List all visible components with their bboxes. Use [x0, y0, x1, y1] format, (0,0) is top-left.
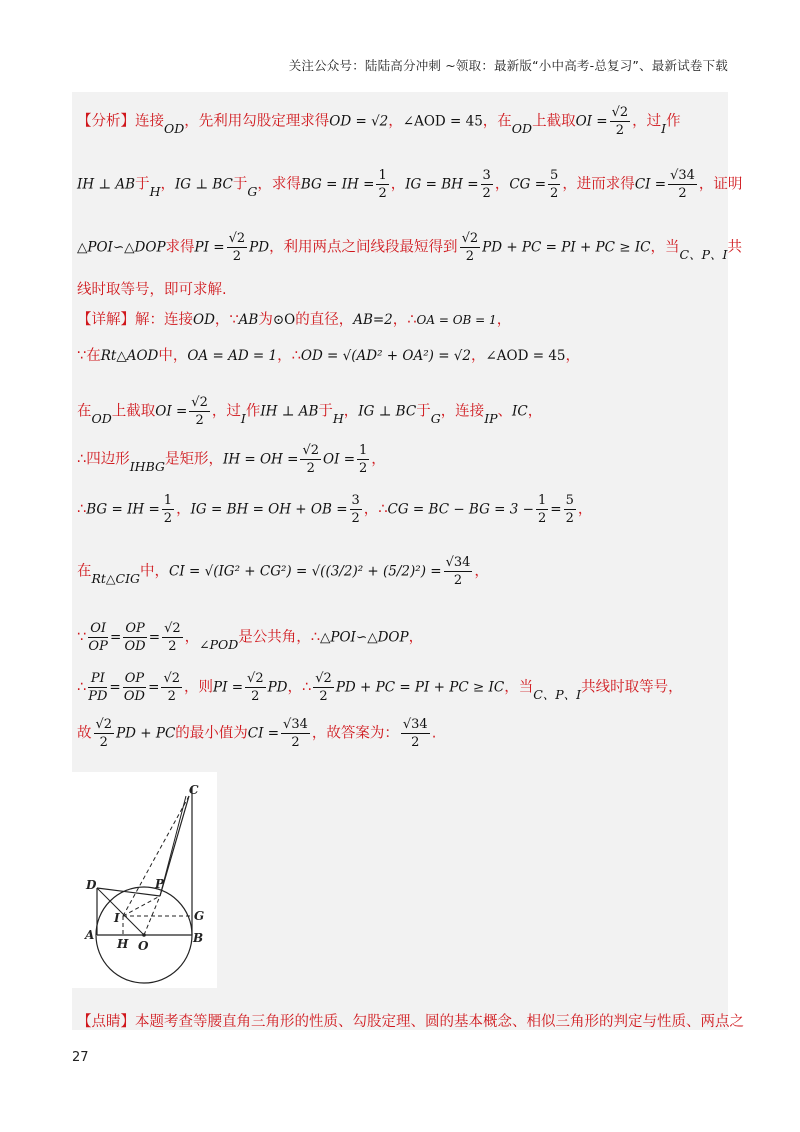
text: 作 — [666, 113, 681, 130]
text: . — [431, 725, 437, 742]
fraction: $\frac{√2}{2}$ — [191, 395, 208, 428]
comment-line — [77, 1010, 744, 1031]
text: ， — [184, 629, 200, 646]
text: 于 — [232, 176, 248, 193]
math: Rt△AOD — [100, 348, 159, 364]
math: G — [430, 410, 441, 426]
geometry-figure — [72, 772, 217, 988]
math: OI = — [575, 113, 608, 130]
math: I — [661, 120, 667, 136]
text: ，利用两点之间线段最短得到 — [269, 239, 458, 256]
text: ，故答案为： — [311, 725, 399, 742]
analysis-line-1 — [77, 104, 681, 139]
label-d: D — [86, 878, 97, 892]
math: PI = — [213, 679, 244, 696]
text: 是矩形， — [164, 451, 223, 468]
label-p: P — [155, 877, 165, 891]
text: 于 — [135, 176, 150, 193]
fraction: $\frac{1}{2}$ — [378, 168, 387, 201]
label-h: H — [117, 937, 129, 951]
text: 在 — [77, 403, 92, 420]
text: 的最小值为 — [175, 725, 248, 742]
text: ，∴ — [287, 679, 312, 696]
fraction: $\frac{√2}{2}$ — [302, 443, 319, 476]
analysis-tag: 【分析】 — [77, 113, 135, 130]
detail-line-6 — [77, 554, 489, 589]
text: ，在 — [482, 113, 512, 130]
segment-do — [97, 888, 144, 935]
segment-ip — [123, 896, 160, 916]
text: 上截取 — [111, 403, 156, 420]
text: ，先利用勾股定理求得 — [184, 113, 330, 130]
text: ， — [371, 451, 386, 468]
text: ，过 — [211, 403, 241, 420]
math: = — [110, 629, 122, 646]
math: = — [550, 501, 562, 518]
label-b: B — [193, 931, 204, 945]
text: ，∴ — [392, 312, 417, 328]
text: ， — [577, 501, 593, 518]
text: ，连接 — [440, 403, 485, 420]
label-a: A — [85, 928, 95, 942]
fraction: $\frac{√2}{2}$ — [164, 621, 181, 654]
math: I — [240, 410, 246, 426]
page-header: 关注公众号：陆陆高分冲刺 ~领取：最新版“小中高考-总复习”、最新试卷下载 — [288, 58, 728, 73]
fraction: $\frac{PI}{PD}$ — [88, 671, 108, 704]
math: AB — [238, 312, 259, 328]
text: 解：连接 — [135, 312, 193, 328]
fraction: $\frac{5}{2}$ — [550, 168, 559, 201]
text: ， — [343, 403, 359, 420]
math: OD — [164, 120, 185, 136]
fraction: $\frac{OP}{OD}$ — [123, 671, 145, 704]
math: IP — [484, 410, 498, 426]
math: CI = — [634, 176, 667, 193]
text: ， — [408, 629, 424, 646]
text: 在 — [77, 563, 92, 580]
math: = — [109, 679, 121, 696]
fraction: $\frac{OP}{OD}$ — [124, 621, 146, 654]
math: OI = — [155, 403, 188, 420]
math: △POI∽△DOP — [320, 629, 409, 646]
fraction: $\frac{√34}{2}$ — [402, 717, 428, 750]
text: ， — [390, 176, 406, 193]
fraction: $\frac{√2}{2}$ — [315, 671, 332, 704]
math: IG ⊥ BC — [174, 176, 233, 193]
point-o — [142, 933, 146, 937]
math: IC — [512, 403, 528, 420]
text: ∵在 — [77, 348, 101, 364]
math: C、P、I — [533, 686, 582, 702]
text: ， — [474, 563, 489, 580]
detail-line-1 — [77, 308, 511, 329]
fraction: $\frac{1}{2}$ — [537, 493, 547, 526]
text: ， — [496, 312, 512, 328]
math: G — [247, 183, 258, 199]
math: = — [148, 629, 161, 646]
analysis-line-4 — [77, 278, 227, 299]
text: ，∴ — [363, 501, 388, 518]
fraction: $\frac{√34}{2}$ — [670, 168, 695, 201]
math: PI = — [194, 239, 225, 256]
math: ∠AOD = 45 — [485, 348, 566, 364]
math: IG = BH = — [405, 176, 479, 193]
math: PD — [267, 679, 288, 696]
math: IG = BH = OH + OB = — [190, 501, 348, 518]
math: ∠POD — [199, 636, 239, 652]
text: ，求得 — [257, 176, 301, 193]
fraction: $\frac{√2}{2}$ — [95, 717, 113, 750]
comment-tag: 【点睛】 — [77, 1014, 135, 1030]
fraction: $\frac{5}{2}$ — [565, 493, 574, 526]
fraction: $\frac{OI}{OP}$ — [88, 621, 108, 654]
fraction: $\frac{3}{2}$ — [482, 168, 491, 201]
text: ∴ — [77, 679, 87, 696]
math: PD + PC — [116, 725, 176, 742]
math: OI = — [323, 451, 356, 468]
text: ， — [160, 176, 175, 193]
detail-line-4 — [77, 442, 386, 477]
text: ，则 — [184, 679, 213, 696]
math: IH ⊥ AB — [260, 403, 319, 420]
math: CG = BC − BG = 3 − — [387, 501, 534, 518]
text: ， — [471, 348, 486, 364]
text: ， — [527, 403, 543, 420]
fraction: $\frac{√2}{2}$ — [461, 231, 479, 264]
math: AB=2 — [353, 312, 393, 328]
math: OD = √2 — [329, 113, 389, 130]
text: 作 — [245, 403, 261, 420]
math: OD — [91, 410, 112, 426]
math: OA = OB = 1 — [416, 313, 497, 327]
text: 为 — [258, 312, 273, 328]
text: 中， — [140, 563, 170, 580]
text: ∵ — [77, 629, 87, 646]
fraction: $\frac{√2}{2}$ — [247, 671, 264, 704]
math: OD = √(AD² + OA²) = √2 — [300, 348, 471, 364]
math: CI = √(IG² + CG²) = √((3/2)² + (5/2)²) = — [169, 563, 442, 580]
text: ，∵ — [214, 312, 239, 328]
math: = — [148, 679, 160, 696]
math: OD — [511, 120, 533, 136]
math: IH = OH = — [222, 451, 299, 468]
text: 的直径， — [295, 312, 354, 328]
text: ，证明 — [698, 176, 743, 193]
text: 于 — [318, 403, 333, 420]
math: PD + PC = PI + PC ≥ IC — [482, 239, 651, 256]
text: 求得 — [165, 239, 195, 256]
detail-line-2 — [77, 344, 580, 365]
math: OD — [193, 312, 215, 328]
label-i: I — [114, 911, 120, 925]
geometry-diagram — [72, 772, 217, 988]
fraction: $\frac{√34}{2}$ — [283, 717, 308, 750]
text: 共 — [727, 239, 742, 256]
detail-line-5 — [77, 492, 592, 527]
analysis-line-2 — [77, 167, 742, 202]
fraction: $\frac{1}{2}$ — [163, 493, 173, 526]
math: CG = — [509, 176, 547, 193]
text: 本题考查等腰直角三角形的性质、勾股定理、圆的基本概念、相似三角形的判定与性质、两点之 — [135, 1014, 744, 1030]
label-o: O — [138, 939, 149, 953]
detail-line-7 — [77, 620, 423, 655]
text: ，过 — [632, 113, 662, 130]
math: CI = — [247, 725, 280, 742]
math: Rt△CIG — [91, 570, 141, 586]
math: BG = IH = — [86, 501, 160, 518]
text: ，当 — [650, 239, 680, 256]
text: 连接 — [135, 113, 164, 130]
math: BG = IH = — [300, 176, 375, 193]
text: 是公共角，∴ — [238, 629, 321, 646]
math: ⊙O — [272, 312, 296, 328]
text: ，∴ — [277, 348, 301, 364]
text: 、 — [497, 403, 513, 420]
text: ，当 — [504, 679, 534, 696]
math: PD + PC = PI + PC ≥ IC — [335, 679, 505, 696]
detail-line-8 — [77, 670, 683, 705]
text: 上截取 — [532, 113, 576, 130]
fraction: $\frac{√2}{2}$ — [228, 231, 246, 264]
fraction: $\frac{√2}{2}$ — [611, 105, 629, 138]
page-number: 27 — [72, 1050, 89, 1065]
text: 于 — [416, 403, 431, 420]
analysis-line-3 — [77, 230, 742, 265]
text: 中， — [158, 348, 188, 364]
detail-line-3 — [77, 394, 542, 429]
math: OA = AD = 1 — [187, 348, 278, 364]
label-g: G — [194, 909, 205, 923]
detail-line-9 — [77, 716, 436, 751]
fraction: $\frac{√34}{2}$ — [445, 555, 471, 588]
text: ∴四边形 — [77, 451, 130, 468]
text: ， — [388, 113, 403, 130]
math: C、P、I — [679, 246, 728, 262]
text: ，进而求得 — [562, 176, 635, 193]
text: 共线时取等号， — [581, 679, 683, 696]
text: 线时取等号，即可求解. — [77, 282, 227, 298]
text: ∴ — [77, 501, 87, 518]
text: 故 — [77, 725, 92, 742]
fraction: $\frac{3}{2}$ — [351, 493, 360, 526]
math: ∠AOD = 45 — [402, 113, 483, 130]
fraction: $\frac{1}{2}$ — [359, 443, 368, 476]
math: IH ⊥ AB — [77, 176, 136, 193]
math: △POI∽△DOP — [77, 239, 166, 256]
math: IHBG — [129, 458, 165, 474]
fraction: $\frac{√2}{2}$ — [163, 671, 180, 704]
math: IG ⊥ BC — [358, 403, 417, 420]
detail-tag: 【详解】 — [77, 312, 135, 328]
math: H — [332, 410, 344, 426]
text: ， — [176, 501, 191, 518]
label-c: C — [189, 783, 199, 797]
text: ， — [565, 348, 581, 364]
math: H — [149, 183, 161, 199]
text: ， — [494, 176, 510, 193]
math: PD — [249, 239, 270, 256]
